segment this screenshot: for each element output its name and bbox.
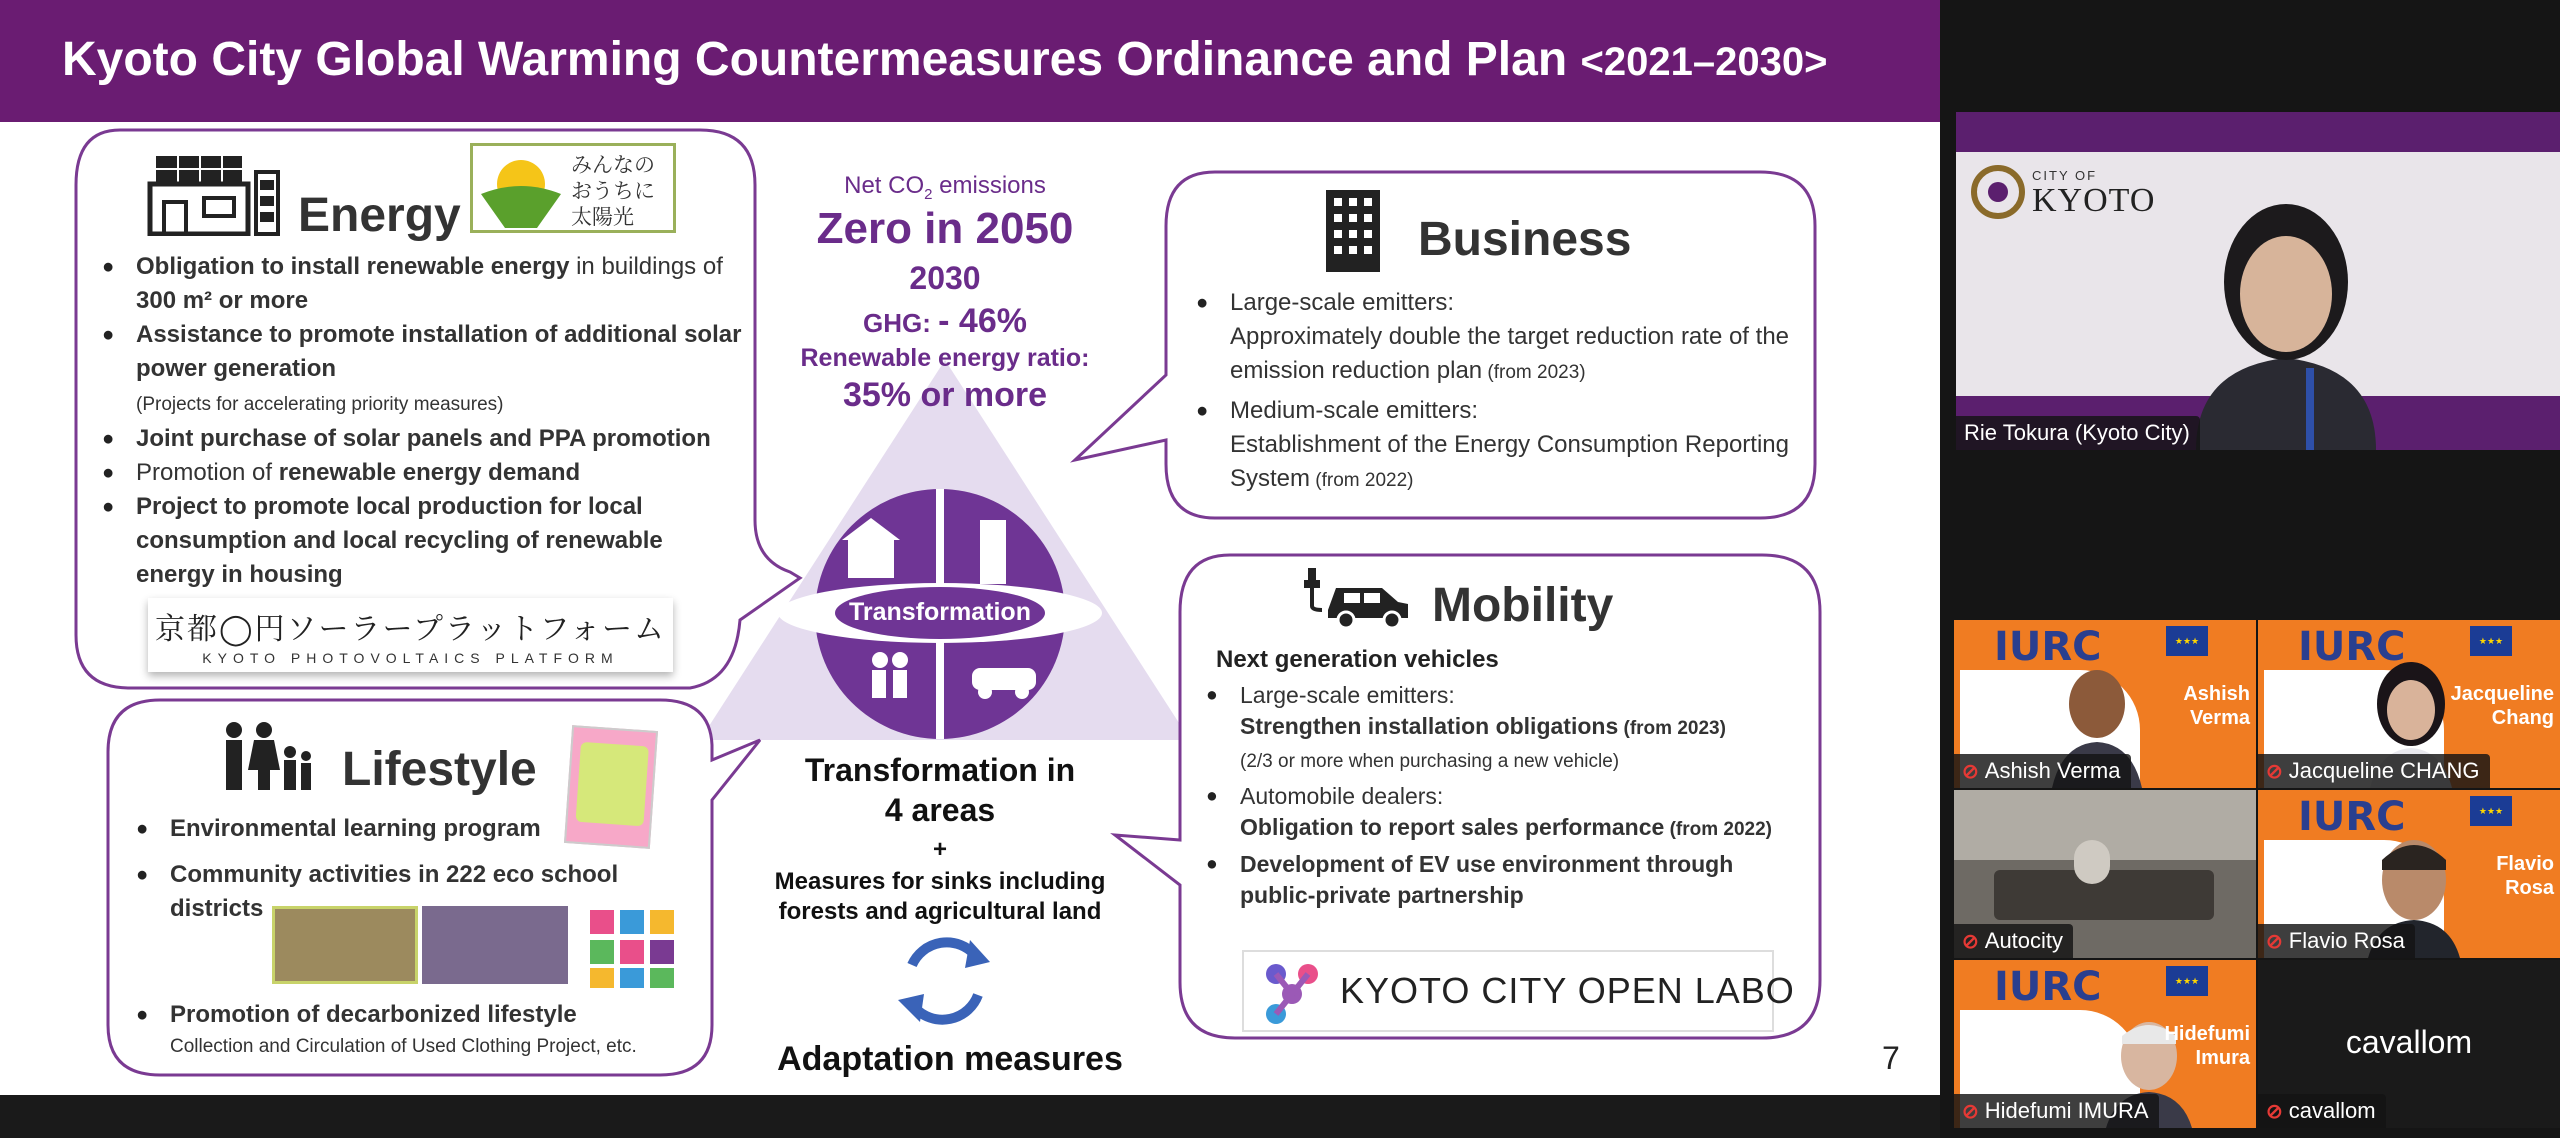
lifestyle-bullet-list-2 bbox=[136, 1000, 696, 1062]
mobility-subtitle: Next generation vehicles bbox=[1216, 646, 1499, 673]
building-icon bbox=[980, 520, 1006, 584]
slide-title-text: Kyoto City Global Warming Countermeasures Ordinance and Plan bbox=[62, 33, 1568, 86]
participant-tile-jacqueline-chang[interactable] bbox=[2258, 620, 2560, 788]
plus-sign: + bbox=[932, 836, 947, 863]
participant-tile-flavio-rosa[interactable] bbox=[2258, 790, 2560, 958]
platform-logo-en: KYOTO PHOTOVOLTAICS PLATFORM bbox=[202, 650, 619, 666]
family-icon bbox=[214, 720, 314, 797]
lifestyle-bullet-1: ● Environmental learning program bbox=[136, 812, 696, 846]
city-of-kyoto-logo bbox=[1970, 164, 2026, 225]
mobility-bullet-list bbox=[1206, 680, 1806, 911]
open-labo-text: KYOTO CITY OPEN LABO bbox=[1340, 970, 1795, 1011]
mic-muted-icon: ⊘ bbox=[2266, 930, 2283, 953]
kyoto-logo-small: CITY OF bbox=[2032, 168, 2098, 183]
energy-bullet-1: ● Obligation to install renewable energy in buildings of 300 m² or more bbox=[102, 250, 742, 318]
community-photo-1 bbox=[272, 906, 418, 984]
speaker-figure bbox=[2156, 178, 2416, 450]
target-2030-label: 2030 bbox=[909, 260, 981, 296]
community-photo-2 bbox=[422, 906, 568, 984]
cavallom-name-tag: ⊘ cavallom bbox=[2258, 1094, 2386, 1128]
renewable-ratio-value: 35% or more bbox=[842, 376, 1048, 414]
open-labo-mark-icon bbox=[1258, 960, 1328, 1026]
slide-title-years: <2021–2030> bbox=[1580, 40, 1828, 84]
mic-muted-icon: ⊘ bbox=[1962, 1100, 1979, 1123]
kyoto-photovoltaics-platform-logo bbox=[148, 598, 673, 672]
energy-bullet-2: ● Assistance to promote installation of additional solar power generation (Projects for accelerating priority measures) bbox=[102, 318, 742, 422]
iurc-logo: IURC bbox=[2298, 794, 2406, 840]
lifestyle-title: Lifestyle bbox=[342, 743, 537, 796]
flavio-overlay-name: Flavio Rosa bbox=[2496, 853, 2554, 899]
office-building-icon bbox=[1322, 186, 1384, 279]
transformation-label: Transformation bbox=[849, 598, 1031, 626]
lifestyle-bullet-3: ● Promotion of decarbonized lifestyle Collection and Circulation of Used Clothing Project, etc. bbox=[136, 1000, 696, 1062]
energy-bullet-5: ● Project to promote local production for local consumption and local recycling of renewable energy in housing bbox=[102, 490, 742, 592]
autocity-person bbox=[2074, 840, 2110, 884]
mic-muted-icon: ⊘ bbox=[2266, 1100, 2283, 1123]
mobility-bullet-1: ● Large-scale emitters: Strengthen installation obligations (from 2023) (2/3 or more when purchasing a new vehicle) bbox=[1206, 680, 1806, 777]
mobility-bullet-2: ● Automobile dealers: Obligation to report sales performance (from 2022) bbox=[1206, 781, 1806, 845]
energy-bullet-3: ● Joint purchase of solar panels and PPA promotion bbox=[102, 422, 742, 456]
mic-muted-icon: ⊘ bbox=[1962, 930, 1979, 953]
speaker-video-tile[interactable] bbox=[1956, 112, 2560, 450]
jacqueline-overlay-name: Jacqueline Chang bbox=[2450, 683, 2554, 729]
ghg-target: GHG: - 46% bbox=[863, 302, 1027, 340]
eu-flag-icon: ★★★ bbox=[2470, 796, 2512, 826]
eu-flag-icon: ★★★ bbox=[2470, 626, 2512, 656]
family-icon bbox=[872, 652, 888, 668]
mic-muted-icon: ⊘ bbox=[1962, 760, 1979, 783]
platform-logo-jp: 京都◯円ソーラープラットフォーム bbox=[154, 612, 667, 647]
speaker-name-tag: Rie Tokura (Kyoto City) bbox=[1956, 416, 2200, 450]
business-bullet-list bbox=[1196, 286, 1816, 498]
jacqueline-name-tag: ⊘ Jacqueline CHANG bbox=[2258, 754, 2490, 788]
net-co2-label: Net $CO_2$ emissions bbox=[844, 172, 1046, 203]
participant-tile-autocity[interactable] bbox=[1954, 790, 2256, 958]
participant-video-panel bbox=[1940, 0, 2560, 1138]
kyoto-open-labo-logo bbox=[1242, 950, 1795, 1032]
cavallom-center-label: cavallom bbox=[2345, 1024, 2473, 1060]
bottom-bar bbox=[0, 1095, 1940, 1138]
kyoto-logo-big: KYOTO bbox=[2032, 182, 2156, 219]
hidefumi-name-tag: ⊘ Hidefumi IMURA bbox=[1954, 1094, 2159, 1128]
energy-bullet-4: ● Promotion of renewable energy demand bbox=[102, 456, 742, 490]
sinks-line2: forests and agricultural land bbox=[778, 898, 1102, 925]
participant-tile-cavallom[interactable] bbox=[2258, 960, 2560, 1128]
iurc-logo: IURC bbox=[2298, 624, 2406, 670]
kyoto-banner-top bbox=[1956, 112, 2560, 152]
participant-tile-ashish-verma[interactable] bbox=[1954, 620, 2256, 788]
iurc-logo: IURC bbox=[1994, 624, 2102, 670]
eco-logo-graphic bbox=[586, 906, 682, 992]
sinks-line1: Measures for sinks including bbox=[774, 868, 1106, 895]
hidefumi-overlay-name: Hidefumi Imura bbox=[2164, 1023, 2250, 1069]
slide-page-number: 7 bbox=[1882, 1040, 1900, 1076]
business-title: Business bbox=[1418, 213, 1632, 266]
ashish-name-tag: ⊘ Ashish Verma bbox=[1954, 754, 2131, 788]
transformation-areas-line1: Transformation in bbox=[804, 752, 1076, 788]
solar-campaign-logo-text: みんなの おうちに 太陽光 bbox=[571, 153, 655, 229]
participant-tile-hidefumi-imura[interactable] bbox=[1954, 960, 2256, 1128]
lifestyle-bullet-2: ● Community activities in 222 eco school districts bbox=[136, 858, 696, 926]
ashish-overlay-name: Ashish Verma bbox=[2183, 683, 2250, 729]
transformation-areas-line2: 4 areas bbox=[884, 792, 996, 828]
energy-title: Energy bbox=[298, 189, 461, 242]
adaptation-label: Adaptation measures bbox=[777, 1040, 1123, 1078]
mobility-title: Mobility bbox=[1432, 579, 1614, 632]
business-bullet-2: ● Medium-scale emitters: Establishment of the Energy Consumption Reporting System (from 2022) bbox=[1196, 394, 1816, 498]
business-bullet-1: ● Large-scale emitters: Approximately double the target reduction rate of the emission reduction plan (from 2023) bbox=[1196, 286, 1816, 390]
mic-muted-icon: ⊘ bbox=[2266, 760, 2283, 783]
eu-flag-icon: ★★★ bbox=[2166, 966, 2208, 996]
zero-2050-label: Zero in 2050 bbox=[816, 204, 1074, 253]
ev-car-icon bbox=[1302, 566, 1412, 633]
flavio-name-tag: ⊘ Flavio Rosa bbox=[2258, 924, 2415, 958]
mobility-bullet-3: ● Development of EV use environment through public-private partnership bbox=[1206, 849, 1806, 911]
autocity-name-tag: ⊘ Autocity bbox=[1954, 924, 2073, 958]
eu-flag-icon: ★★★ bbox=[2166, 626, 2208, 656]
renewable-ratio-label: Renewable energy ratio: bbox=[800, 344, 1090, 372]
iurc-logo: IURC bbox=[1994, 964, 2102, 1010]
house-icon bbox=[848, 540, 894, 578]
